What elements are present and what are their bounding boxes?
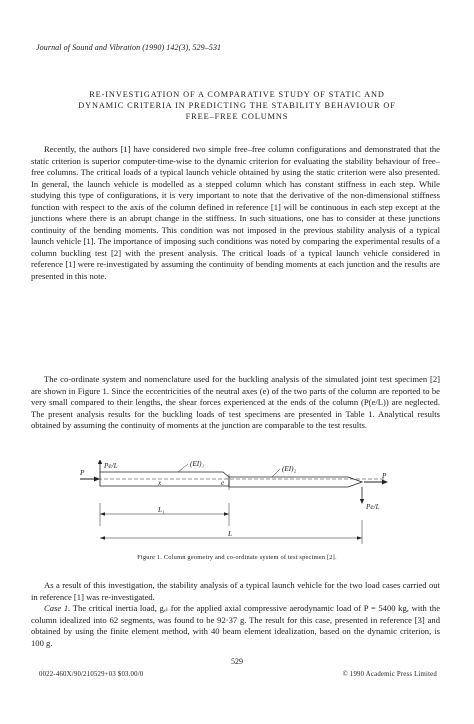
label-l1: L₁: [158, 506, 165, 514]
page-number: 529: [231, 657, 243, 666]
label-l: L: [228, 530, 232, 538]
shear-arrowhead-left: [98, 460, 102, 464]
arrowhead-right: [382, 480, 388, 485]
paragraph-3-text: As a result of this investigation, the stability analysis of a typical launch vehicle for the two load cases carried out in reference [1] was re-investigated.: [31, 580, 440, 602]
paragraph-4-text: [31, 603, 440, 649]
label-pe-left: Pe/L: [104, 462, 118, 470]
label-ei1: (EI)₁: [190, 460, 205, 468]
paragraph-4: [31, 603, 440, 649]
leader-ei2: [272, 469, 280, 477]
title-line-3: FREE–FREE COLUMNS: [185, 112, 289, 121]
leader-ei1: [178, 464, 188, 472]
case-label: Case 1.: [44, 603, 71, 613]
column-part-2: [229, 477, 362, 487]
figure-caption: Figure 1. Column geometry and co-ordinate system of test specimen [2].: [137, 554, 337, 561]
dim-arrow-l-a: [100, 536, 105, 539]
shear-arrowhead-right: [360, 499, 364, 504]
article-title: [40, 89, 434, 122]
arrowhead-left: [94, 477, 100, 482]
paragraph-2-text: The co-ordinate system and nomenclature used for the buckling analysis of the simulated joint test specimen [2] are shown in Figure 1. Since the eccentricities of the neutral axes (e) of the two parts of the column are reported to be very small compared to their lengths, the shear forces experienced at the ends of the column (P(e/L)) are neglected. The present analysis results for the buckling loads of test specimens are presented in Table 1. Analytical results obtained by assuming the continuity of moments at the junction are comparable to the test results.: [31, 374, 440, 431]
figure-1-column-geometry: [78, 460, 398, 555]
paragraph-2: [31, 374, 440, 432]
case-1-text: The critical inertia load, gₑₗ for the applied axial compressive aerodynamic load of P = 5400 kg, with the column idealized into 62 segments, was found to be 92·37 g. The result for this case, presented in reference [3] and obtained by using the finite element method, with 40 beam element idealization, based on the dynamic criterion, is 100 g.: [31, 603, 441, 648]
label-p-right: P: [382, 472, 387, 480]
label-ei2: (EI)₂: [282, 465, 297, 473]
paragraph-1: [31, 144, 440, 283]
copyright-notice: © 1990 Academic Press Limited: [342, 671, 437, 678]
issn-code: 0022-460X/90/210529+03 $03.00/0: [39, 671, 144, 678]
label-e: e: [221, 479, 225, 487]
title-line-1: RE-INVESTIGATION OF A COMPARATIVE STUDY OF STATIC AND: [89, 90, 385, 99]
label-x: x: [158, 479, 162, 487]
journal-citation: Journal of Sound and Vibration (1990) 142(3), 529–531: [36, 43, 222, 52]
label-pe-right: Pe/L: [366, 503, 380, 511]
label-p-left: P: [80, 469, 85, 477]
paragraph-3: [31, 580, 440, 603]
dim-arrow-l1-b: [224, 512, 229, 515]
paragraph-1-text: Recently, the authors [1] have considered two simple free–free column configurations and demonstrated that the static criterion is superior computer-time-wise to the dynamic criterion for evaluating the stability behaviour of free–free columns. The critical loads of a typical launch vehicle obtained by using the static criterion were also presented. In general, the launch vehicle is modelled as a stepped column which has constant stiffness in each step. While studying this type of configurations, it is very important to note that the derivative of the non-dimensional stiffness function with respect to the axis of the column defined in reference [1] will be continuous in each step except at the junctions where there is an abrupt change in the stiffness. In such situations, one has to consider at these junctions continuity of the bending moments. This condition was not imposed in the previous stability analysis of a typical launch vehicle [1]. The importance of imposing such conditions was noted by comparing the experimental results of a column buckling test [2] with the present analysis. The critical loads of a typical launch vehicle considered in reference [1] were re-investigated by assuming the continuity of bending moments at each junction and the results are presented in this note.: [31, 144, 440, 282]
dim-arrow-l-b: [357, 536, 362, 539]
dim-arrow-l1-a: [100, 512, 105, 515]
title-line-2: DYNAMIC CRITERIA IN PREDICTING THE STABILITY BEHAVIOUR OF: [78, 101, 396, 110]
